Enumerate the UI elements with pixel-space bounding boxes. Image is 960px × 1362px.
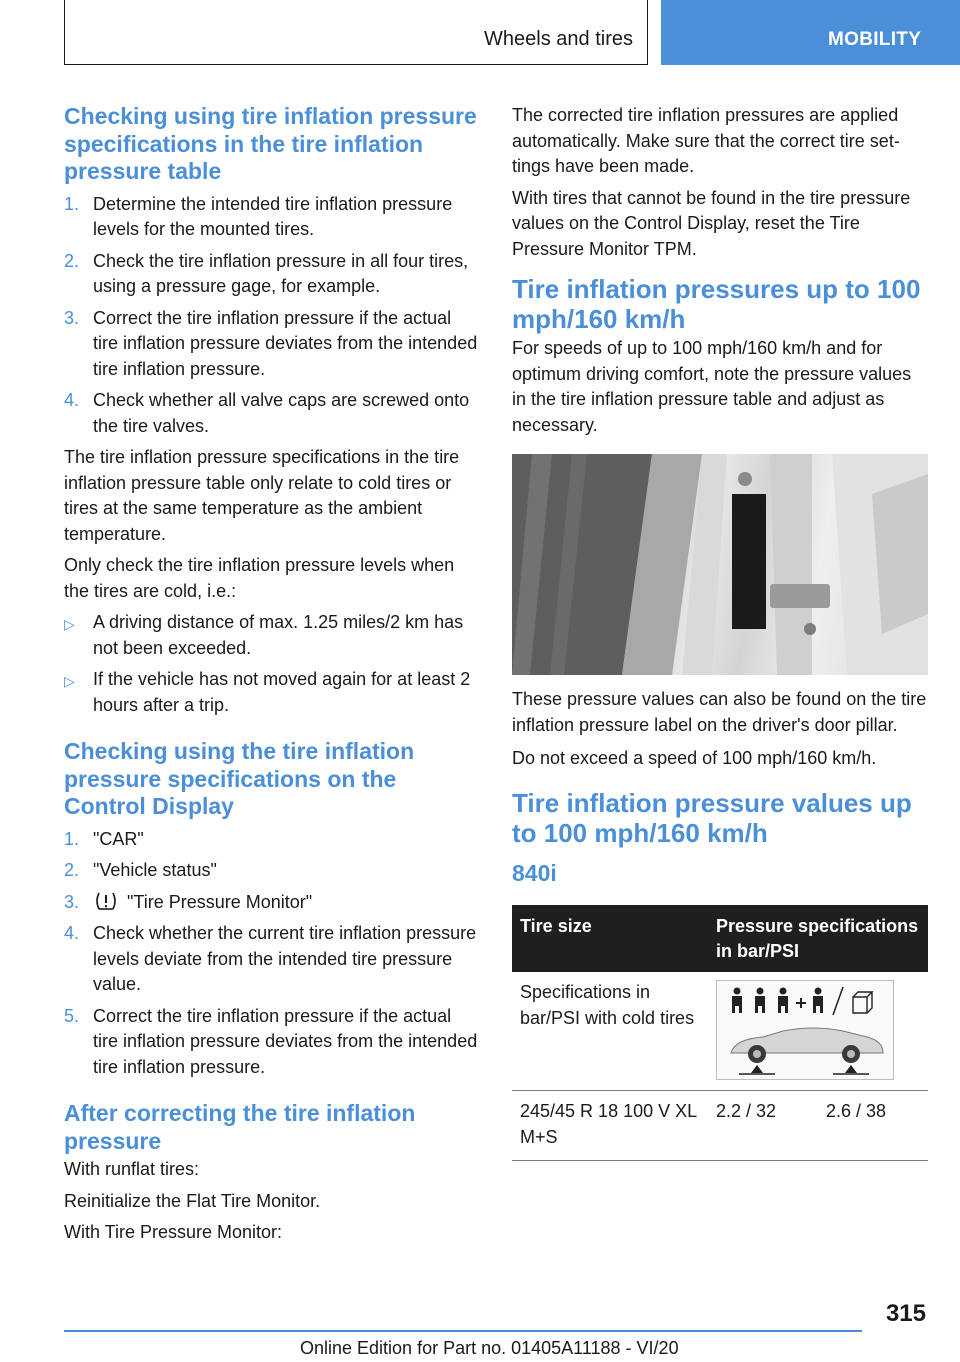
left-column [64, 103, 478, 1246]
list-item: 4. Check whether the current tire inflation pressure levels deviate from the intended tire pressure value. [64, 923, 477, 994]
para-do-not-exceed: Do not exceed a speed of 100 mph/160 km/h. [512, 748, 877, 768]
chapter-tab-label: MOBILITY [828, 29, 922, 50]
para-applied: The corrected tire inflation pressures are applied automatically. Make sure that the correct tire settings have been made. [512, 105, 900, 176]
list-item: ▷ If the vehicle has not moved again for at least 2 hours after a trip. [64, 667, 478, 718]
list-item: 3. Correct the tire inflation pressure if the actual tire inflation pressure deviates from the intended tire inflation pressure. [64, 307, 478, 379]
heading-pressures-up-to: Tire inflation pressures up to 100 mph/160 km/h [512, 274, 921, 334]
tire-pressure-warning-icon [93, 891, 119, 911]
list-item: 3. "Tire Pressure Monitor" [64, 891, 313, 912]
heading-check-display: Checking using the tire inflation pressure specifications on the Control Display [64, 738, 415, 819]
list-item: 4. Check whether all valve caps are screwed onto the tire valves. [64, 390, 470, 436]
para-tpm: With Tire Pressure Monitor: [64, 1222, 283, 1242]
bullet-triangle-icon: ▷ [64, 616, 75, 632]
tire-pressure-table [512, 905, 928, 1161]
list-item: 5. Correct the tire inflation pressure if the actual tire inflation pressure deviates from the intended tire inflation pressure. [64, 1005, 478, 1077]
section-title: Wheels and tires [484, 28, 633, 50]
footer-divider [64, 1330, 862, 1332]
steps-display-list [64, 827, 478, 1081]
load-condition-image [716, 980, 894, 1080]
passengers-luggage-car-icon [717, 981, 895, 1081]
list-item: 1. "CAR" [64, 828, 144, 849]
table-row [512, 972, 928, 1091]
chapter-tab [661, 0, 960, 65]
pressure-value-cell: 2.2 / 32 [708, 1091, 818, 1161]
tire-size-cell: 245/45 R 18 100 V XL M+S [512, 1091, 708, 1161]
conditions-list [64, 610, 478, 718]
load-condition-cell [708, 972, 928, 1091]
door-pillar-photo [512, 454, 928, 675]
pressure-value-cell: 2.6 / 38 [818, 1091, 928, 1161]
heading-model: 840i [512, 859, 557, 886]
para-reinitialize: Reinitialize the Flat Tire Monitor. [64, 1190, 321, 1211]
list-item: 2. "Vehicle status" [64, 860, 217, 880]
list-item: ▷ A driving distance of max. 1.25 miles/2 km has not been exceeded. [64, 610, 478, 661]
list-item: 2. Check the tire inflation pressure in all four tires, using a pressure gage, for example. [64, 250, 469, 296]
para-only-check: Only check the tire inflation pressure levels when the tires are cold, i.e.: [64, 555, 455, 601]
running-header [64, 0, 648, 65]
table-row [512, 1091, 928, 1161]
table-header-row [512, 905, 928, 972]
footer-edition: Online Edition for Part no. 01405A11188 - VI/20 [300, 1338, 679, 1358]
para-speeds: For speeds of up to 100 mph/160 km/h and for optimum driving comfort, note the pressure values in the tire inflation pressure table and adjust as necessary. [512, 338, 912, 435]
door-pillar-illustration [512, 454, 928, 675]
heading-check-table: Checking using tire inflation pressure specifications in the tire inflation pressure table [64, 103, 477, 184]
list-item: 1. Determine the intended tire inflation pressure levels for the mounted tires. [64, 193, 453, 239]
col-pressure-spec: Pressure specifications in bar/PSI [708, 905, 928, 972]
para-not-found: With tires that cannot be found in the tire pressure values on the Control Display, reset the Tire Pressure Monitor TPM. [512, 187, 911, 259]
spec-label-cell: Specifications in bar/PSI with cold tires [512, 972, 708, 1091]
para-cold-tires: The tire inflation pressure specifications in the tire inflation pressure table only relate to cold tires or tires at the same temperature as the ambient temperature. [64, 447, 460, 544]
heading-after-correcting: After correcting the tire inflation pressure [64, 1100, 416, 1154]
bullet-triangle-icon: ▷ [64, 673, 75, 689]
para-label-location: These pressure values can also be found on the tire inflation pressure label on the driver's door pillar. [512, 689, 927, 735]
right-column [512, 103, 928, 1161]
page-number: 315 [885, 1300, 926, 1327]
col-tire-size: Tire size [512, 905, 708, 972]
para-runflat: With runflat tires: [64, 1159, 200, 1179]
heading-pressure-values: Tire inflation pressure values up to 100 mph/160 km/h [512, 787, 912, 848]
steps-table-list [64, 192, 478, 440]
